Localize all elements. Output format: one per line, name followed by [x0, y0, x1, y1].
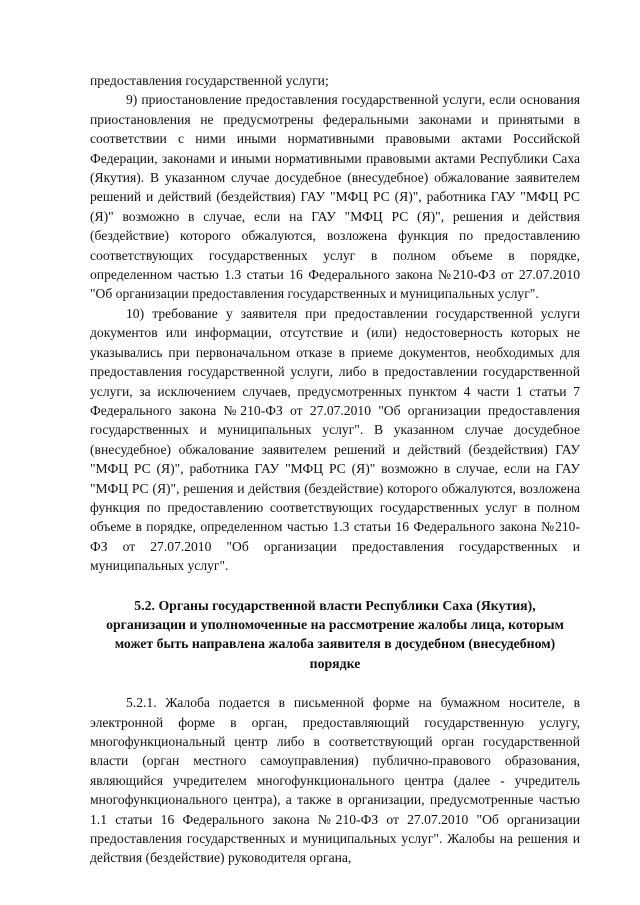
paragraph-item-5-2-1: 5.2.1. Жалоба подается в письменной форме на бумажном носителе, в электронной форме в орган, предоставляющий государственную услугу, многофункциональный центр либо в соответствующий орган государственной власти (орган местного самоуправления) публично-правового образования, являющийся учредителем многофункционального центра (далее - учредитель многофункционального центра), а также в организации, предусмотренные частью 1.1 статьи 16 Федерального закона №210-ФЗ от 27.07.2010 "Об организации предоставления государственных и муниципальных услуг". Жалобы на решения и действия (бездействие) руководителя органа,	[90, 695, 580, 866]
paragraph-item-9: 9) приостановление предоставления государственной услуги, если основания приостановления не предусмотрены федеральными законами и принятыми в соответствии с ними иными нормативными правовыми актами Российской Федерации, законами и иными нормативными правовыми актами Республики Саха (Якутия). В указанном случае досудебное (внесудебное) обжалование заявителем решений и действий (бездействия) ГАУ "МФЦ РС (Я)", работника ГАУ "МФЦ РС (Я)" возможно в случае, если на ГАУ "МФЦ РС (Я)", решения и действия (бездействие) которого обжалуются, возложена функция по предоставлению соответствующих государственных услуг в полном объеме в порядке, определенном частью 1.3 статьи 16 Федерального закона №210-ФЗ от 27.07.2010 "Об организации предоставления государственных и муниципальных услуг".	[90, 92, 580, 302]
paragraph-item-10: 10) требование у заявителя при предоставлении государственной услуги документов или информации, отсутствие и (или) недостоверность которых не указывались при первоначальном отказе в приеме документов, необходимых для предоставления государственной услуги, либо в предоставлении государственной услуги, за исключением случаев, предусмотренных пунктом 4 части 1 статьи 7 Федерального закона №210-ФЗ от 27.07.2010 "Об организации предоставления государственных и муниципальных услуг". В указанном случае досудебное (внесудебное) обжалование заявителем решений и действий (бездействия) ГАУ "МФЦ РС (Я)", работника ГАУ "МФЦ РС (Я)" возможно в случае, если на ГАУ "МФЦ РС (Я)", решения и действия (бездействие) которого обжалуются, возложена функция по предоставлению соответствующих государственных услуг в полном объеме в порядке, определенном частью 1.3 статьи 16 Федерального закона №210-ФЗ от 27.07.2010 "Об организации предоставления государственных и муниципальных услуг".	[90, 305, 580, 574]
paragraph-continuation: предоставления государственной услуги;	[90, 73, 329, 88]
section-heading-5-2: 5.2. Органы государственной власти Республики Саха (Якутия), организации и уполномоченные на рассмотрение жалобы лица, которым может быть направлена жалоба заявителя в досудебном (внесудебном) порядке	[106, 597, 564, 671]
